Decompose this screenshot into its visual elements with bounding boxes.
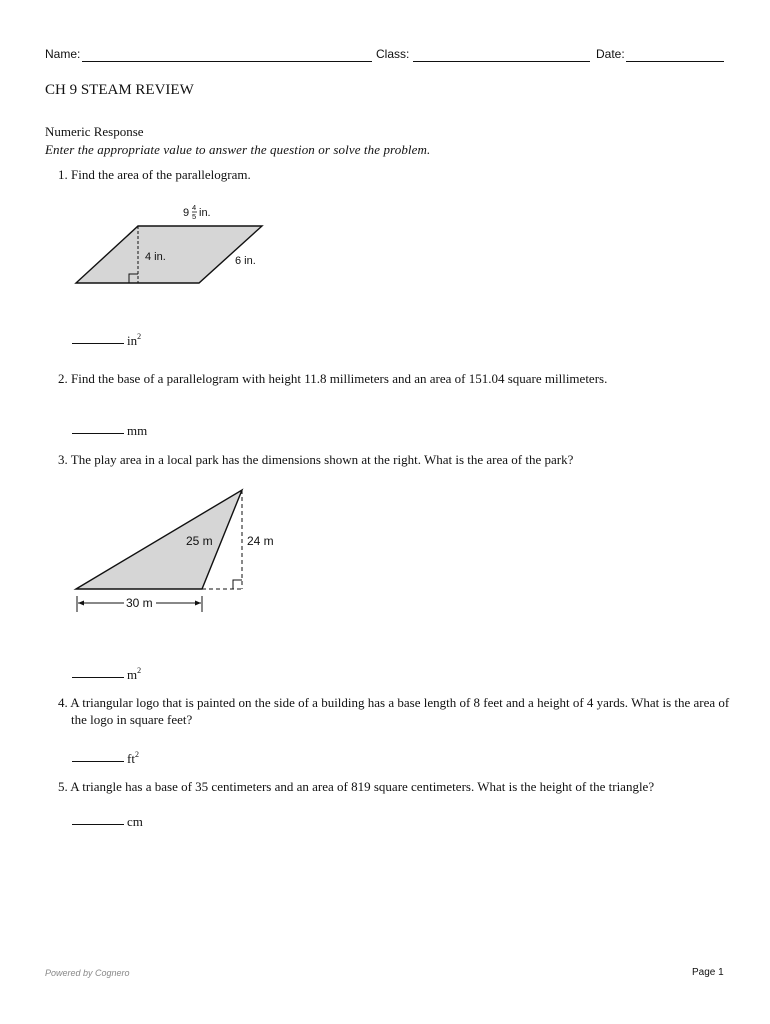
name-label: Name: xyxy=(45,47,81,61)
answer-unit-exponent: 2 xyxy=(137,666,142,675)
answer-1[interactable] xyxy=(72,332,141,349)
triangle-figure xyxy=(70,482,290,622)
parallelogram-side-label: 6 in. xyxy=(235,255,256,267)
answer-5[interactable] xyxy=(72,814,143,830)
date-label: Date: xyxy=(596,47,625,61)
date-field[interactable] xyxy=(626,61,724,62)
right-angle-mark xyxy=(233,580,242,589)
page-title: CH 9 STEAM REVIEW xyxy=(45,82,194,98)
question-3: 3. The play area in a local park has the dimensions shown at the right. What is the area of the park? xyxy=(58,452,574,467)
triangle-base-label: 30 m xyxy=(126,596,153,610)
answer-unit: mm xyxy=(127,423,148,438)
question-1: 1. Find the area of the parallelogram. xyxy=(58,167,251,182)
triangle-height-label: 24 m xyxy=(247,534,274,548)
answer-unit: cm xyxy=(127,814,143,829)
powered-by: Powered by Cognero xyxy=(45,968,130,978)
parallelogram-height-label: 4 in. xyxy=(145,251,166,263)
answer-2[interactable] xyxy=(72,423,147,439)
page-number: Page 1 xyxy=(692,967,724,978)
answer-unit: ft xyxy=(127,751,135,766)
section-heading: Numeric Response xyxy=(45,124,144,139)
answer-blank[interactable] xyxy=(72,824,124,825)
answer-unit: m xyxy=(127,667,138,682)
answer-3[interactable] xyxy=(72,666,141,683)
fraction-denominator: 5 xyxy=(192,212,197,221)
answer-4[interactable] xyxy=(72,750,139,767)
question-4: 4. A triangular logo that is painted on the side of a building has a base length of 8 feet and a height of 4 yards. What is the area of the logo in square feet? xyxy=(58,695,730,727)
fraction-numerator: 4 xyxy=(192,203,197,212)
answer-unit: in xyxy=(127,333,138,348)
answer-unit-exponent: 2 xyxy=(134,750,139,759)
class-field[interactable] xyxy=(413,61,590,62)
answer-blank[interactable] xyxy=(72,433,124,434)
section-instructions: Enter the appropriate value to answer the question or solve the problem. xyxy=(45,142,431,157)
base-unit-label: in. xyxy=(199,207,211,219)
answer-blank[interactable] xyxy=(72,343,124,344)
answer-blank[interactable] xyxy=(72,761,124,762)
name-field[interactable] xyxy=(82,61,372,62)
triangle-shape xyxy=(76,490,242,589)
answer-unit-exponent: 2 xyxy=(137,332,142,341)
parallelogram-figure xyxy=(70,195,280,295)
question-5: 5. A triangle has a base of 35 centimeters and an area of 819 square centimeters. What is the height of the triangle? xyxy=(58,779,655,794)
class-label: Class: xyxy=(376,47,410,61)
answer-blank[interactable] xyxy=(72,677,124,678)
parallelogram-base-label: 9 xyxy=(183,207,190,219)
triangle-hyp-label: 25 m xyxy=(186,534,213,548)
question-2: 2. Find the base of a parallelogram with height 11.8 millimeters and an area of 151.04 square millimeters. xyxy=(58,371,608,386)
